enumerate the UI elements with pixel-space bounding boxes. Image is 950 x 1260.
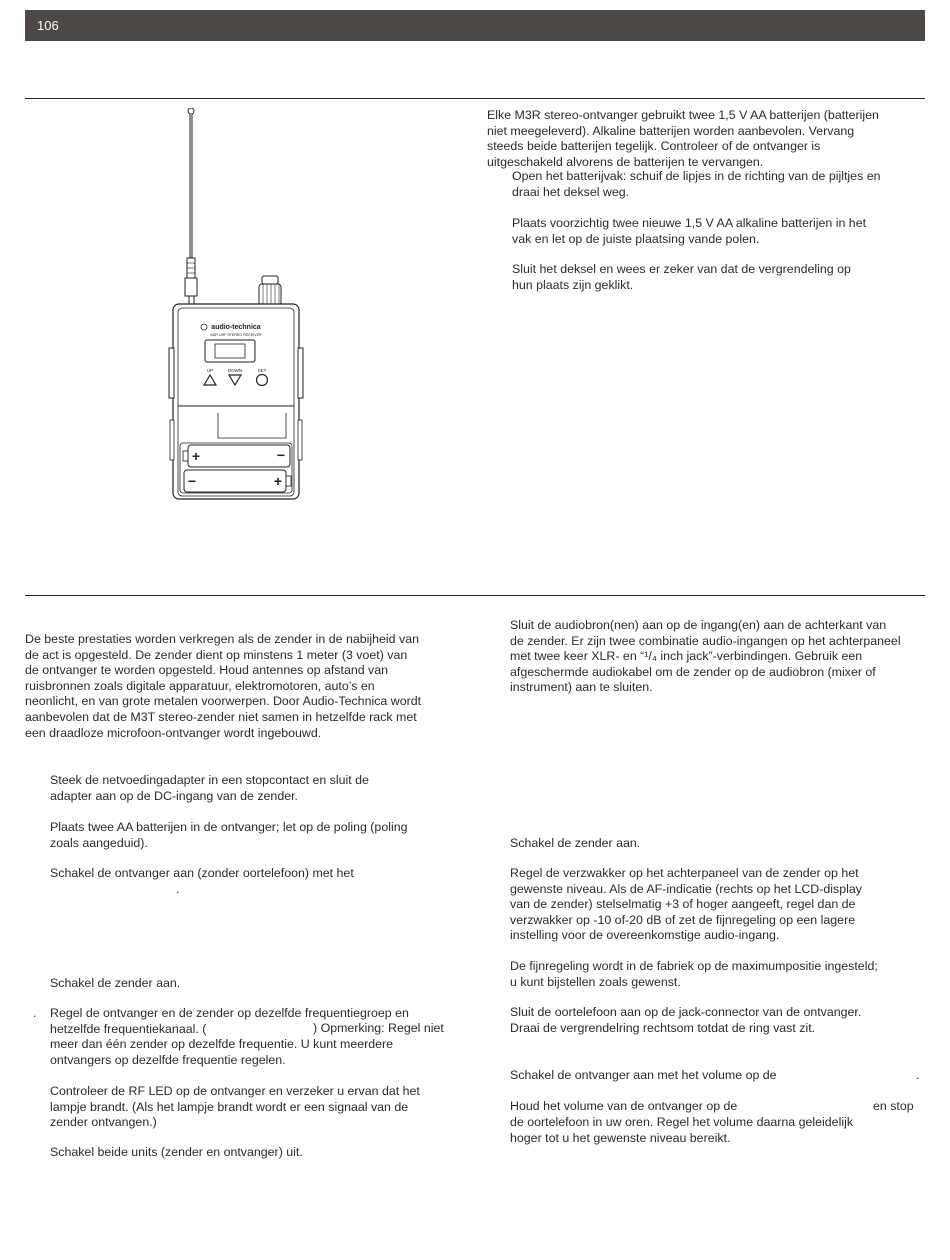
text-line: Open het batterijvak: schuif de lipjes in de richting van de pijltjes en: [512, 169, 881, 183]
plus-symbol: +: [191, 448, 201, 464]
text-line: draai het deksel weg.: [512, 184, 630, 199]
text-line: Elke M3R stereo-ontvanger gebruikt twee 1,5 V AA batterijen (batterijen: [487, 108, 879, 122]
text-line: met twee keer XLR- en “¹/₄ inch jack”-verbindingen. Gebruik een: [510, 649, 863, 664]
audio-step-1: [510, 618, 901, 696]
text-line: u kunt bijstellen zoals gewenst.: [510, 974, 681, 989]
setup-step-5: [50, 1006, 409, 1068]
text-line: De fijnregeling wordt in de fabriek op de maximumpositie ingesteld;: [510, 959, 878, 973]
audio-step-3: [510, 866, 862, 944]
audio-step-6: [510, 1068, 777, 1084]
text-line: de oortelefoon in uw oren. Regel het volume daarna geleidelijk: [510, 1115, 854, 1129]
text-line: lampje brandt. (Als het lampje brandt wordt er een signaal van de: [50, 1099, 409, 1114]
text-line: Plaats voorzichtig twee nieuwe 1,5 V AA alkaline batterijen in het: [512, 216, 867, 230]
text-line: Draai de vergrendelring rechtsom totdat de ring vast zit.: [510, 1020, 816, 1035]
minus-symbol: −: [187, 473, 197, 489]
text-line: de zender. Er zijn twee combinatie audio-ingangen op het achterpaneel: [510, 633, 901, 648]
battery-step-3: [512, 262, 851, 293]
audio-step-6-end: .: [916, 1068, 920, 1082]
text-line: meer dan één zender op dezelfde frequentie. U kunt meerdere: [50, 1037, 394, 1052]
audio-step-4: [510, 959, 878, 990]
text-line: adapter aan op de DC-ingang van de zender.: [50, 788, 298, 803]
set-label: SET: [257, 368, 267, 373]
text-line: uitgeschakeld alvorens de batterijen te vervangen.: [487, 154, 764, 169]
audio-step-7: [510, 1115, 853, 1146]
text-line: verzwakker op -10 of-20 dB of zet de fijnregeling op een lagere: [510, 912, 856, 927]
model-label: M3R UHF STEREO RECEIVER: [210, 333, 262, 337]
setup-step-3-end: .: [176, 882, 180, 896]
text-line: ontvangers op dezelfde frequentie regelen.: [50, 1052, 286, 1067]
receiver-illustration: [168, 108, 308, 508]
text-line: een draadloze microfoon-ontvanger wordt ingebouwd.: [25, 725, 322, 740]
text-line: Schakel de zender aan.: [50, 976, 181, 990]
minus-symbol: −: [276, 447, 286, 463]
text-line: Regel de ontvanger en de zender op dezelfde frequentiegroep en: [50, 1006, 409, 1020]
audio-step-2: [510, 836, 640, 852]
text-line: Plaats twee AA batterijen in de ontvanger; let op de poling (poling: [50, 820, 408, 834]
audio-step-5: [510, 1005, 861, 1036]
text-line: niet meegeleverd). Alkaline batterijen worden aanbevolen. Vervang: [487, 123, 855, 138]
setup-step-5-marker: .: [33, 1006, 37, 1020]
down-label: DOWN: [227, 368, 243, 373]
text-line: hun plaats zijn geklikt.: [512, 277, 634, 292]
text-line: Sluit het deksel en wees er zeker van dat de vergrendeling op: [512, 262, 851, 276]
text-line: de ontvanger te worden opgesteld. Houd antennes op afstand van: [25, 663, 389, 678]
text-line: hoger tot u het gewenste niveau bereikt.: [510, 1130, 731, 1145]
text-line: ruisbronnen zoals digitale apparatuur, elektromotoren, auto’s en: [25, 678, 375, 693]
text-line: Schakel de zender aan.: [510, 836, 641, 850]
text-line: Sluit de audiobron(nen) aan op de ingang(en) aan de achterkant van: [510, 618, 887, 632]
setup-step-5-note: ) Opmerking: Regel niet: [313, 1021, 444, 1035]
text-line: Schakel de ontvanger aan (zonder oortelefoon) met het: [50, 866, 354, 880]
text-line: hetzelfde frequentiekanaal. (: [50, 1021, 207, 1036]
setup-step-6: [50, 1084, 420, 1131]
text-line: Schakel de ontvanger aan met het volume op de: [510, 1068, 777, 1082]
text-line: instelling voor de overeenkomstige audio-ingang.: [510, 928, 780, 943]
page-header-bar: [25, 10, 925, 41]
audio-step-7-mid: en stop: [873, 1099, 914, 1113]
setup-intro: [25, 632, 421, 741]
audio-step-7-start: Houd het volume van de ontvanger op de: [510, 1099, 738, 1113]
plus-symbol: +: [273, 473, 283, 489]
setup-step-7: [50, 1145, 303, 1161]
page-number: 106: [37, 18, 59, 33]
text-line: zender ontvangen.): [50, 1115, 157, 1130]
text-line: De beste prestaties worden verkregen als de zender in de nabijheid van: [25, 632, 419, 646]
text-line: neonlicht, en van grote metalen voorwerpen. Door Audio-Technica wordt: [25, 694, 422, 709]
setup-step-3: [50, 866, 354, 882]
brand-logo-text: audio-technica: [211, 324, 261, 331]
text-line: Regel de verzwakker op het achterpaneel van de zender op het: [510, 866, 859, 880]
text-line: vak en let op de juiste plaatsing vande polen.: [512, 231, 760, 246]
set-button-icon: [257, 375, 268, 386]
up-label: UP: [206, 368, 214, 373]
setup-step-4: [50, 976, 180, 992]
battery-1: [188, 445, 290, 467]
text-line: zoals aangeduid).: [50, 835, 148, 850]
setup-step-2: [50, 820, 408, 851]
text-line: afgeschermde audiokabel om de zender op de audiobron (mixer of: [510, 664, 876, 679]
text-line: instrument) aan te sluiten.: [510, 680, 653, 695]
text-line: steeds beide batterijen tegelijk. Controleer of de ontvanger is: [487, 139, 821, 154]
text-line: Sluit de oortelefoon aan op de jack-connector van de ontvanger.: [510, 1005, 862, 1019]
battery-step-1: [512, 169, 881, 200]
text-line: Controleer de RF LED op de ontvanger en verzeker u ervan dat het: [50, 1084, 420, 1098]
text-line: Steek de netvoedingadapter in een stopcontact en sluit de: [50, 773, 369, 787]
section-divider-top: [25, 98, 925, 99]
section-divider-middle: [25, 595, 925, 596]
battery-intro: [487, 108, 879, 170]
battery-2: [184, 470, 286, 492]
setup-step-1: [50, 773, 369, 804]
text-line: van de zender) stelselmatig +3 of hoger aangeeft, regel dan de: [510, 897, 856, 912]
text-line: de act is opgesteld. De zender dient op minstens 1 meter (3 voet) van: [25, 647, 408, 662]
text-line: Schakel beide units (zender en ontvanger) uit.: [50, 1145, 303, 1159]
text-line: aanbevolen dat de M3T stereo-zender niet samen in hetzelfde rack met: [25, 709, 417, 724]
text-line: gewenste niveau. Als de AF-indicatie (rechts op het LCD-display: [510, 881, 862, 896]
battery-step-2: [512, 216, 866, 247]
